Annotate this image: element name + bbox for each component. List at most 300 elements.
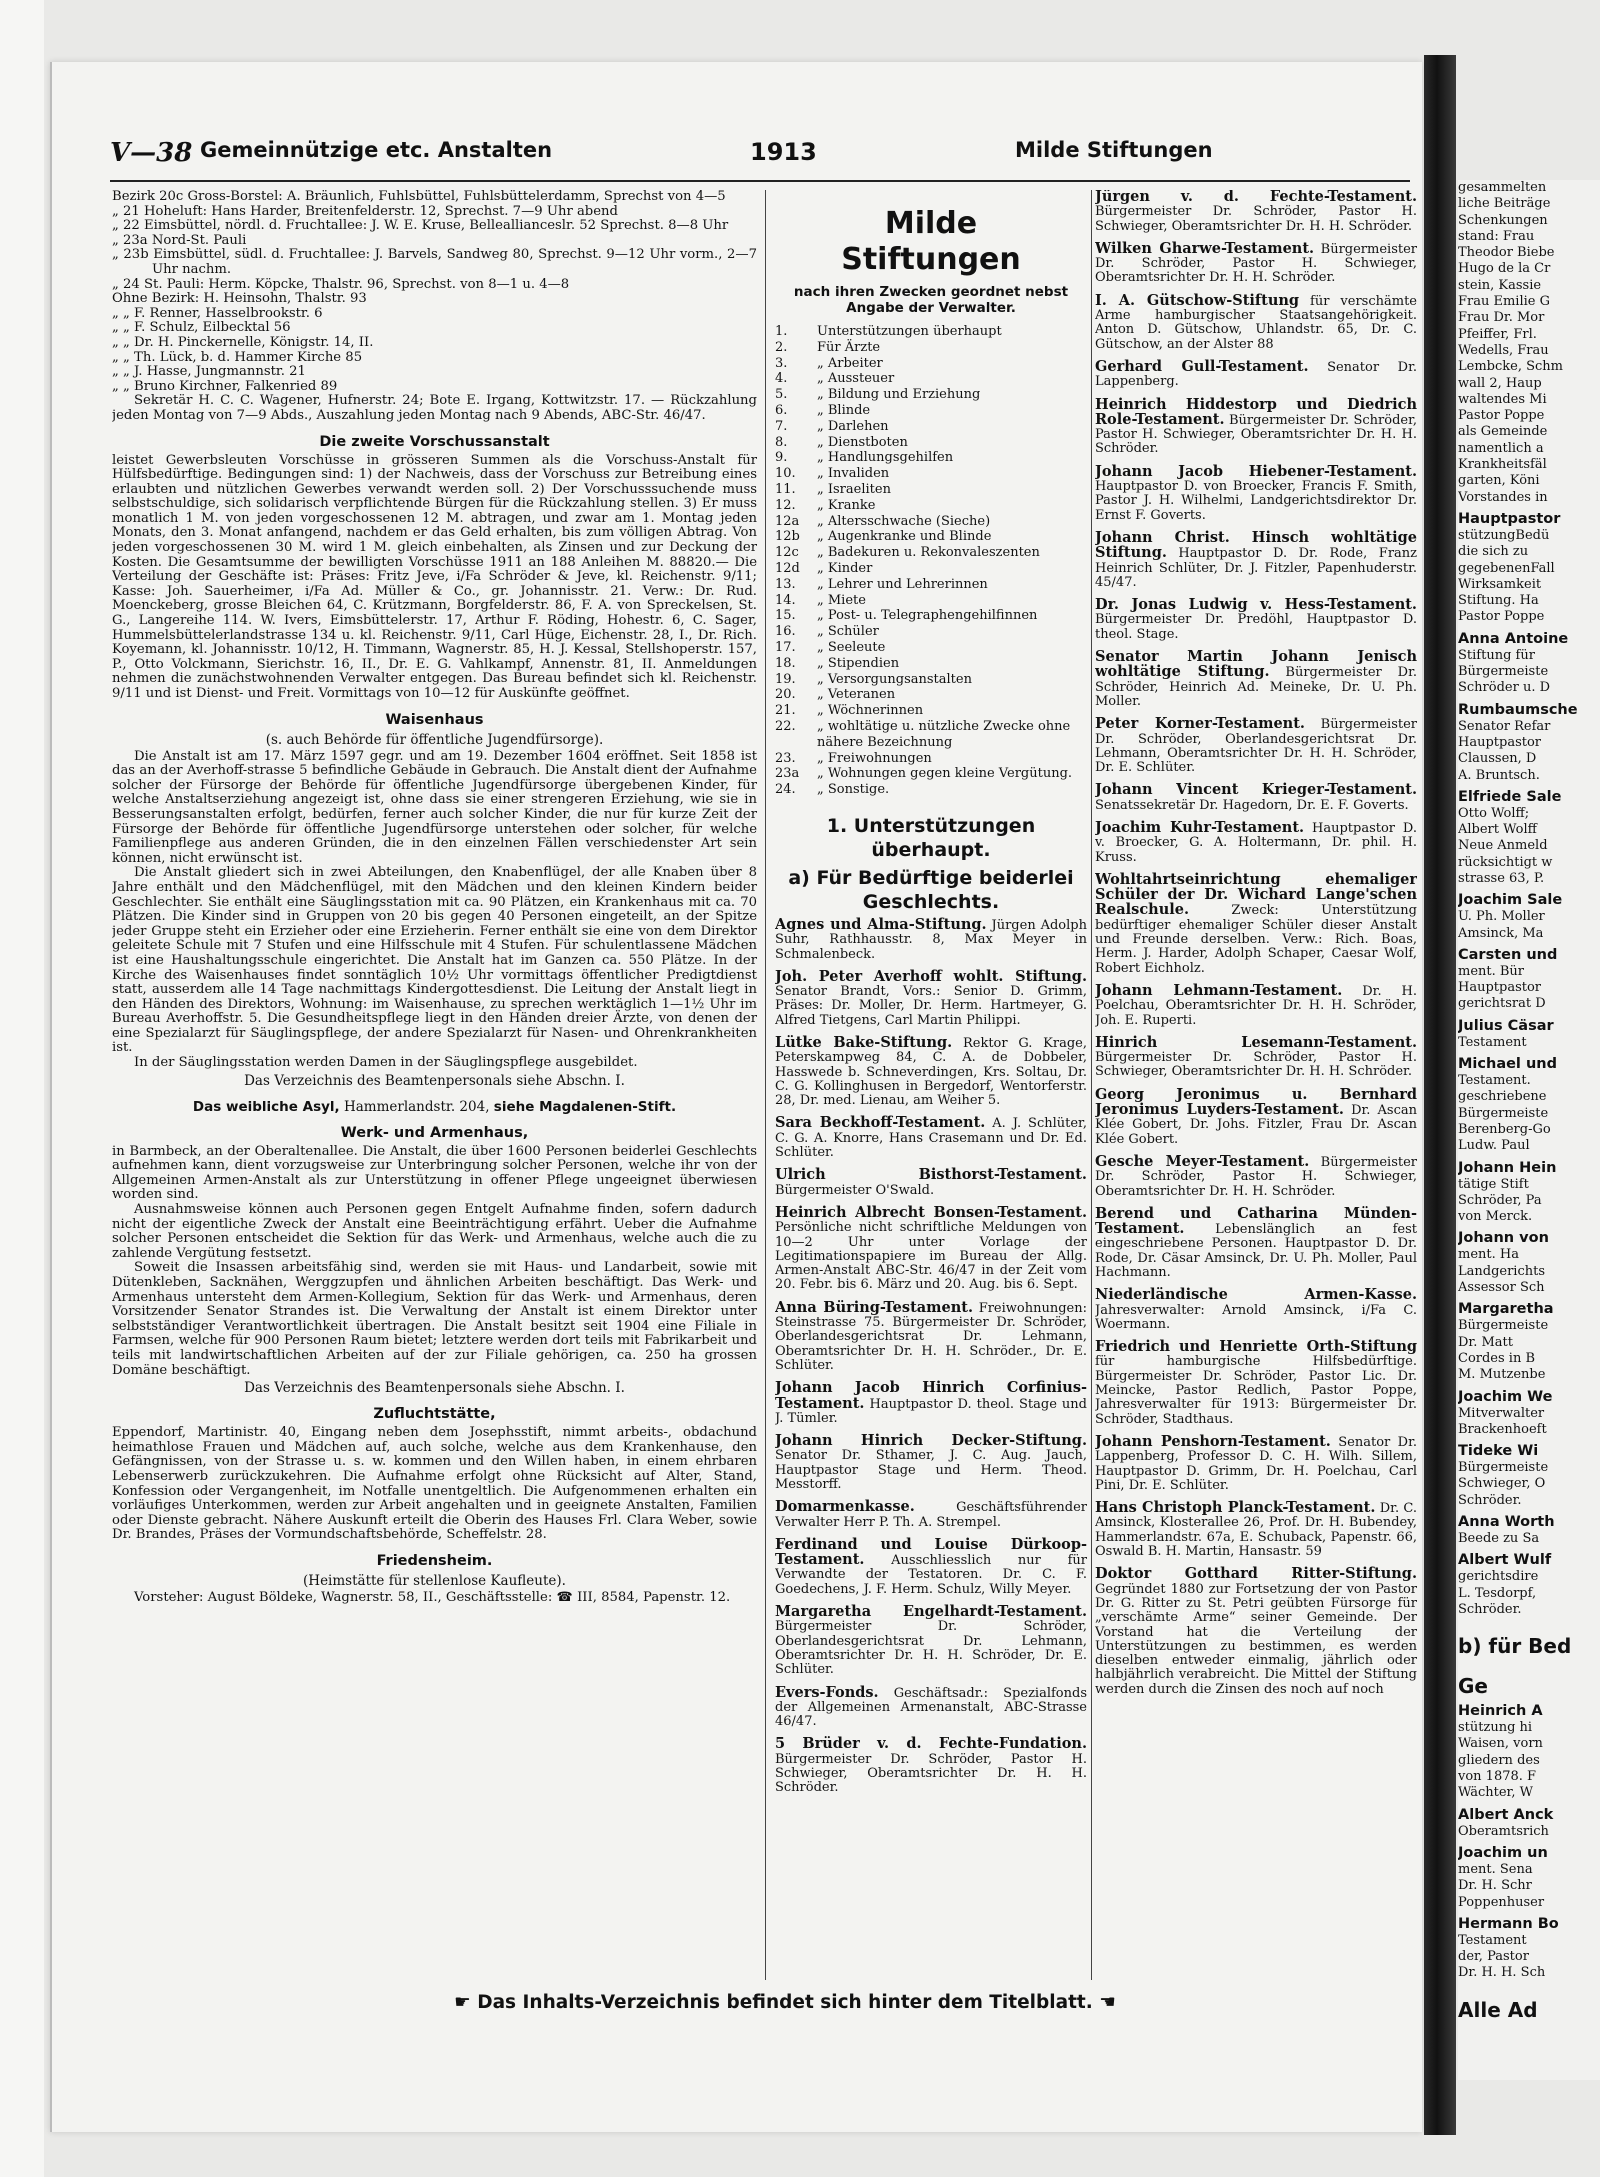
category-item [775,561,1087,577]
fragment-line: A. Bruntsch. [1458,767,1540,783]
category-label: „ Darlehen [817,418,889,434]
fragment-line: gerichtsrat D [1458,996,1546,1012]
foundation-name: Friedrich und Henriette Orth-Stiftung [1095,1338,1417,1356]
foundation-details: Dr. Ascan Klée Gobert, Dr. Johs. Fitzler, Frau Dr. Ascan Klée Gobert. [1095,1103,1417,1147]
foundation-entry [1095,1340,1417,1427]
foundation-name: Dr. Jonas Ludwig v. Hess-Testament. [1095,596,1417,614]
foundation-details: Lebenslänglich an fest eingeschriebene Personen. Hauptpastor D. Dr. Rode, Dr. Cäsar Amsinck, Dr. U. Ph. Moller, Paul Hachmann. [1095,1222,1417,1280]
fragment-line: Vorstandes in [1458,489,1548,505]
foundation-entry [1095,1033,1417,1080]
foundation-entry [1095,291,1417,352]
category-number: 12c [775,545,799,561]
friedensheim-subtitle: (Heimstätte für stellenlose Kaufleute). [303,1572,566,1589]
fragment-line: Theodor Biebe [1458,245,1555,261]
category-label: „ Aussteuer [817,371,895,387]
category-item [775,766,1087,782]
header-right-title: Milde Stiftungen [1015,138,1213,162]
category-item [775,640,1087,656]
fragment-line: Stiftung. Ha [1458,593,1539,609]
foundation-details: Jürgen Adolph Suhr, Rathhausstr. 8, Max Meyer in Schmalenbeck. [775,917,1087,962]
foundation-name: Joh. Peter Averhoff wohlt. Stiftung. [775,967,1087,985]
fragment-line: Poppenhuser [1458,1894,1545,1910]
sekretaer-note: Sekretär H. C. C. Wagener, Hufnerstr. 24; Bote E. Irgang, Kottwitzstr. 17. — Rückzahlung jeden Montag von 7—9 Abds., Auszahlung jeden Montag nach 9 Abends, ABC-Str. 46/47. [112,393,757,423]
fragment-line: ment. Sena [1458,1861,1533,1877]
foundation-details: Gegründet 1880 zur Fortsetzung der von Pastor Dr. G. Ritter zu St. Petri geübten Fürsorge für „verschämte Arme“ seiner Gemeinde. Der Vorstand hat die Verteilung der Unterstützungen zu bestimmen, es werden dieselben entweder einmalig, jährlich oder halbjährlich verabreicht. Die Mittel der Stiftung werden durch die Zinsen des noch auf noch [1095,1581,1417,1697]
fragment-line: rücksichtigt w [1458,854,1553,870]
friedensheim-heading: Friedensheim. [376,1552,493,1569]
zuflucht-heading: Zufluchtstätte, [373,1406,496,1423]
foundation-list [775,915,1087,1796]
category-label: „ Schüler [817,624,879,640]
fragment-heading: Anna Antoine [1458,630,1569,647]
foundation-entry [1095,395,1417,457]
foundation-details: Bürgermeister Dr. Schröder, Pastor H. Schwieger, Oberamtsrichter Dr. H. H. Schröder. [1095,241,1417,286]
fragment-line: Otto Wolff; [1458,805,1530,821]
fragment-heading: Julius Cäsar [1458,1017,1554,1034]
fragment-line: Landgerichts [1458,1263,1546,1279]
fragment-line: Berenberg-Go [1458,1121,1551,1137]
fragment-line: Testament [1458,1034,1527,1050]
foundation-entry [1095,1204,1417,1280]
category-label: „ Wohnungen gegen kleine Vergütung. [817,766,1073,782]
fragment-line: Dr. Matt [1458,1334,1513,1350]
friedensheim-text: Vorsteher: August Böldeke, Wagnerstr. 58, II., Geschäftsstelle: ☎ III, 8584, Papenstr. 12. [134,1589,731,1605]
fragment-heading: Joachim un [1458,1844,1548,1861]
fragment-line: gesammelten [1458,180,1547,195]
foundation-details: Dr. H. Poelchau, Oberamtsrichter Dr. H. H. Schröder, Joh. E. Ruperti. [1095,983,1417,1028]
bezirk-entry: Ohne Bezirk: H. Heinsohn, Thalstr. 93 [112,291,367,307]
scan-margin [0,0,44,2177]
foundation-entry [775,1168,1087,1198]
category-label: „ Handlungsgehilfen [817,450,954,466]
foundation-name: Johann Vincent Krieger-Testament. [1095,781,1417,799]
foundation-entry [1095,1501,1417,1559]
category-number: 2. [775,339,788,355]
fragment-line: wall 2, Haup [1458,375,1542,391]
foundation-name: Berend und Catharina Münden-Testament. [1095,1204,1417,1238]
fragment-line: Albert Wolff [1458,822,1537,838]
fragment-line: Schröder, Pa [1458,1192,1542,1208]
category-item [775,435,1087,451]
fragment-line: Frau Emilie G [1458,294,1550,310]
fragment-heading: Carsten und [1458,946,1558,963]
category-label: „ Kranke [817,497,876,513]
fragment-line: Hugo de la Cr [1458,261,1551,277]
asyl-address: Hammerlandstr. 204, [339,1098,494,1115]
foundation-entry [775,1033,1087,1109]
fragment-line: Lembcke, Schm [1458,359,1563,375]
bezirk-entry: „ „ Bruno Kirchner, Falkenried 89 [112,378,338,394]
foundation-entry [775,915,1087,962]
category-label: „ Veteranen [817,687,896,703]
fragment-line: geschriebene [1458,1089,1547,1105]
page-number: V—38 [110,138,193,168]
category-label: „ Blinde [817,402,871,418]
fragment-line: Schröder. [1458,1492,1522,1508]
fragment-line: Krankheitsfäl [1458,457,1547,473]
fragment-line: Assessor Sch [1458,1280,1545,1296]
category-label: „ Altersschwache (Sieche) [817,513,991,529]
fragment-line: Dr. H. Schr [1458,1878,1532,1894]
fragment-line: Pfeiffer, Frl. [1458,326,1537,342]
category-item [775,466,1087,482]
section-1a-heading: a) Für Bedürftige beiderlei Geschlechts. [788,866,1074,913]
running-header [110,138,1213,172]
fragment-heading: Hermann Bo [1458,1915,1559,1932]
foundation-entry [775,1381,1087,1426]
category-label: „ Invaliden [817,466,890,482]
werkhaus-heading: Werk- und Armenhaus, [340,1124,529,1141]
fragment-heading: Albert Wulf [1458,1552,1552,1569]
category-label: „ wohltätige u. nützliche Zwecke ohne nähere Bezeichnung [817,718,1071,750]
category-label: „ Seeleute [817,639,886,655]
category-number: 8. [775,434,788,450]
foundation-entry [775,1535,1087,1597]
category-item [775,450,1087,466]
fragment-line: strasse 63, P. [1458,870,1545,886]
category-number: 5. [775,387,788,403]
foundation-details: Bürgermeister Dr. Schröder, Pastor H. Schwieger, Oberamtsrichter Dr. H. H. Schröder. [1095,412,1417,457]
fragment-line: Amsinck, Ma [1458,925,1544,941]
foundation-entry [1095,1567,1417,1697]
bezirk-entry: Bezirk 20c Gross-Borstel: A. Bräunlich, Fuhlsbüttel, Fuhlsbüttelerdamm, Sprechst von 4—5 [112,190,726,204]
foundation-name: Evers-Fonds. [775,1683,879,1701]
category-label: Für Ärzte [817,339,881,355]
foundation-entry [1095,357,1417,390]
category-label: Unterstützungen überhaupt [817,324,1002,339]
category-number: 12a [775,513,800,529]
foundation-name: Heinrich Hiddestorp und Diedrich Role-Testament. [1095,395,1417,428]
category-label: „ Bildung und Erziehung [817,387,981,403]
foundation-details: für verschämte Arme hamburgischer Staatsangehörigkeit. Anton D. Gütschow, Uhlandstr. 65, Dr. C. Gütschow, an der Alster 88 [1095,293,1417,352]
category-item [775,387,1087,403]
category-label: „ Wöchnerinnen [817,703,924,719]
foundation-name: Johann Jacob Hinrich Corfinius-Testament. [775,1379,1087,1412]
section-subtitle: nach ihren Zwecken geordnet nebst Angabe der Verwalter. [793,284,1069,316]
category-item [775,529,1087,545]
foundation-details: Bürgermeister Dr. Schröder, Heinrich Ad. Meineke, Dr. U. Ph. Moller. [1095,665,1417,709]
verzeichnis-note: Das Verzeichnis des Beamtenpersonals siehe Abschn. I. [244,1380,625,1397]
foundation-entry [775,1116,1087,1160]
fragment-subsection: Ge [1458,1674,1488,1699]
foundation-entry [1095,1152,1417,1199]
category-number: 14. [775,592,796,608]
foundation-name: Johann Penshorn-Testament. [1095,1432,1331,1450]
adjacent-page-fragment [1458,180,1600,2080]
category-item [775,703,1087,719]
waisenhaus-para-2: Die Anstalt gliedert sich in zwei Abteilungen, den Knabenflügel, der alle Knaben über 8 Jahre enthält und den Mädchenflügel, mit den Mädchen und den kleinen Kindern beider Geschlechter. Sie enthält eine Säuglingsstation mit ca. 90 Plätzen, ein Krankenhaus mit ca. 70 Plätzen. Die Kinder sind in Gruppen von 20 bis gegen 40 Personen eingeteilt, an der Spitze jeder Gruppe steht ein Erzieher oder eine Erzieherin. Ferner enthält sie eine von dem Direktor geleitete Schule mit 7 Stufen und eine Hilfsschule mit 4 Stufen. Für schulentlassene Mädchen ist eine Haushaltungsschule eingerichtet. Die Anstalt hat im Ganzen ca. 550 Plätze. In der Kirche des Waisenhauses findet sonntäglich 10½ Uhr vormittags öffentlicher Predigtdienst statt, ausserdem alle 14 Tage nachmittags Kindergottesdienst. Die Leitung der Anstalt liegt in den Händen des Direktors, Wohnung: im Waisenhause, zu sprechen werktäglich 1—1½ Uhr im Bureau Averhoffstr. 5. Die Gesundheitspflege liegt in den Händen dreier Ärzte, von denen der eine Spezialarzt für Säuglingspflege, der andere Spezialarzt für Nasen- und Ohrenkrankheiten ist. [112,865,757,1056]
foundation-entry [1095,462,1417,523]
category-number: 3. [775,355,788,371]
foundation-name: Peter Korner-Testament. [1095,715,1305,733]
foundation-name: Anna Büring-Testament. [775,1298,974,1316]
category-number: 9. [775,450,788,466]
foundation-details: Bürgermeister Dr. Schröder, Pastor H. Schwieger, Oberamtsrichter Dr. H. H. Schröder. [775,1751,1087,1796]
fragment-heading: Rumbaumsche [1458,701,1578,718]
category-item [775,356,1087,372]
fragment-heading: Anna Worth [1458,1514,1555,1530]
fragment-line: der, Pastor [1458,1949,1529,1965]
fragment-heading: Joachim Sale [1458,892,1563,909]
foundation-entry [775,1203,1087,1293]
foundation-name: Johann Christ. Hinsch wohltätige Stiftung. [1095,528,1417,562]
fragment-line: Schwieger, O [1458,1476,1546,1492]
category-item [775,419,1087,435]
foundation-name: I. A. Gütschow-Stiftung [1095,291,1300,309]
fragment-line: Claussen, D [1458,751,1537,767]
foundation-name: Lütke Bake-Stiftung. [775,1033,953,1051]
foundation-details: Freiwohnungen: Steinstrasse 75. Bürgermeister Dr. Schröder, Oberlandesgerichtsrat Dr. Lehmann, Oberamtsrichter Dr. H. H. Schröder., Dr. E. Schlüter. [775,1300,1087,1373]
fragment-heading: Margaretha [1458,1301,1554,1318]
foundation-entry [1095,981,1417,1028]
fragment-line: stand: Frau [1458,228,1535,244]
foundation-entry [1095,239,1417,286]
foundation-entry [775,967,1087,1028]
foundation-name: Johann Lehmann-Testament. [1095,981,1343,999]
footer-text: Das Inhalts-Verzeichnis befindet sich hinter dem Titelblatt. [477,1992,1093,2013]
foundation-name: 5 Brüder v. d. Fechte-Fundation. [775,1735,1087,1753]
fragment-line: Senator Refar [1458,718,1551,734]
foundation-entry [775,1500,1087,1530]
bezirk-entry: „ „ Dr. H. Pinckernelle, Königstr. 14, II. [112,334,374,350]
fragment-line: Neue Anmeld [1458,838,1548,854]
fragment-line: namentlich a [1458,440,1544,456]
bezirk-entry: „ „ Th. Lück, b. d. Hammer Kirche 85 [112,349,363,365]
foundation-details: Senator Dr. Sthamer, J. C. Aug. Jauch, Hauptpastor Stage und Herm. Theod. Messtorff. [775,1448,1087,1492]
header-rule [110,180,1410,182]
fragment-line: Oberamtsrich [1458,1823,1549,1839]
foundation-name: Ulrich Bisthorst-Testament. [775,1166,1087,1184]
category-item [775,371,1087,387]
foundation-details: Dr. C. Amsinck, Klosterallee 26, Prof. Dr. H. Bubendey, Hammerlandstr. 67a, E. Schuback, Papenstr. 66, Oswald B. H. Martin, Hansastr. 59 [1095,1501,1417,1560]
category-item [775,403,1087,419]
bezirk-entry: „ 22 Eimsbüttel, nördl. d. Fruchtallee: J. W. E. Kruse, Belleallianceslr. 52 Sprechst. 8—8 Uhr [112,218,729,234]
foundation-name: Doktor Gotthard Ritter-Stiftung. [1095,1565,1417,1583]
category-number: 24. [775,782,796,798]
foundation-name: Joachim Kuhr-Testament. [1095,818,1305,836]
column-divider [1091,190,1092,1980]
fragment-line: Pastor Poppe [1458,609,1545,625]
category-label: „ Freiwohnungen [817,750,932,766]
foundation-details: Zweck: Unterstützung bedürftiger ehemaliger Schüler dieser Anstalt und Freunde derselben. Verw.: Rich. Boas, Herm. J. Harder, Adolph Schaper, Caesar Wolf, Robert Eichholz. [1095,903,1417,976]
fragment-line: Hauptpastor [1458,734,1542,750]
fragment-subsection: Alle Ad [1458,1997,1538,2022]
asyl-reference: siehe Magdalenen-Stift. [493,1098,677,1115]
category-label: „ Stipendien [817,655,900,671]
foundation-name: Heinrich Albrecht Bonsen-Testament. [775,1203,1087,1221]
category-label: „ Badekuren u. Rekonvaleszenten [817,545,1040,561]
bezirk-entry: „ 23a Nord-St. Pauli [112,232,247,248]
waisenhaus-para-3: In der Säuglingsstation werden Damen in der Säuglingspflege ausgebildet. [134,1055,638,1071]
category-number: 18. [775,655,796,671]
foundation-entry [1095,1432,1417,1493]
category-item [775,593,1087,609]
fragment-heading: Elfriede Sale [1458,788,1562,805]
category-number: 17. [775,639,796,655]
vorschuss-text: leistet Gewerbsleuten Vorschüsse in grösseren Summen als die Vorschuss-Anstalt für Hülfsbedürftige. Bedingungen sind: 1) der Nachweis, dass der Vorschuss zur Betreibung eines erlaubten und nützlichen Gewerbes verwandt werden soll. 2) Der Vorschusssuchende muss selbstschuldige, sich solidarisch verpflichtende Bürgen für die Rückzahlung stellen. 3) Er muss monatlich 1 M. von jeden vorgeschossenen 12 M. abtragen, und zwar am 1. Montag jeden Monats, den 3. Monat anfangend, nachdem er das Geld erhalten, bis zum völligen Abtrag. Von jeden vorgeschossenen 30 M. wird 1 M. gleich einbehalten, als Zinsen und zur Deckung der Kosten. Die Gesamtsumme der bewilligten Vorschüsse 1911 an 188 Anleihen M. 88820.— Die Verteilung der Geschäfte ist: Präses: Fritz Jeve, i/Fa Schröder & Jeve, kl. Reichenstr. 9/11; Kasse: Joh. Sauerheimer, i/Fa Ad. Müller & Co., gr. Johannisstr. 21. Verw.: Dr. Rud. Moenckeberg, grosse Bleichen 64, C. Krützmann, Borgfelderstr. 86, F. A. von Spreckelsen, St. G., Langereihe 114. W. Ivers, Eimsbüttelerstr. 17, Arthur F. Röding, Hohestr. 6, C. Sager, Hummelsbüttelerlandstrasse 134 u. kl. Reichenstr. 9/11, Carl Hüge, Eichenstr. 28, I., Dr. Rich. Koyemann, kl. Johannisstr. 10/12, H. Timmann, Wagnerstr. 85, H. J. Kessal, Stellshoperstr. 157, P., Otto Volckmann, Sierichstr. 16, II., Dr. E. G. Vahlkampf, Annenstr. 81, II. Anmeldungen nehmen die zunächstwohnenden Verwalter entgegen. Das Bureau befindet sich kl. Reichenstr. 9/11 und ist Dienst- und Freit. Vormittags von 10—12 für Auskünfte geöffnet. [112,452,757,701]
category-item [775,624,1087,640]
category-number: 19. [775,671,796,687]
fragment-heading: Johann von [1458,1230,1549,1247]
fragment-line: L. Tesdorpf, [1458,1585,1537,1601]
foundation-entry [1095,1085,1417,1147]
foundation-name: Agnes und Alma-Stiftung. [775,915,987,933]
bezirk-list [112,190,757,394]
category-item [775,545,1087,561]
foundation-details: A. J. Schlüter, C. G. A. Knorre, Hans Crasemann und Dr. Ed. Schlüter. [775,1116,1087,1161]
column-middle [775,190,1087,1804]
fragment-heading: Tideke Wi [1458,1443,1539,1460]
foundation-entry [775,1434,1087,1492]
category-label: „ Israeliten [817,481,891,497]
foundation-name: Senator Martin Johann Jenisch wohltätige Stiftung. [1095,648,1417,681]
fragment-line: Testament. [1458,1073,1531,1089]
fragment-heading: Michael und [1458,1056,1557,1073]
column-divider [765,190,766,1980]
foundation-details: Bürgermeister Dr. Schröder, Oberlandesgerichtsrat Dr. Lehmann, Oberamtsrichter Dr. H. H. Schröder, Dr. E. Schlüter. [775,1619,1087,1678]
fragment-line: Wedells, Frau [1458,342,1549,358]
column-left [112,190,757,1606]
category-label: „ Arbeiter [817,355,883,371]
category-item [775,482,1087,498]
category-number: 12. [775,497,796,513]
category-number: 13. [775,576,796,592]
category-number: 12b [775,529,800,545]
asyl-title: Das weibliche Asyl, [192,1098,340,1115]
verzeichnis-note: Das Verzeichnis des Beamtenpersonals siehe Abschn. I. [244,1072,625,1089]
foundation-details: Persönliche nicht schriftliche Meldungen von 10—2 Uhr unter Vorlage der Legitimationspapiere im Bureau der Allg. Armen-Anstalt ABC-Str. 46/47 in der Zeit vom 20. Febr. bis 6. März und 20. Aug. bis 6. Sept. [775,1220,1087,1293]
fragment-line: Wächter, W [1458,1785,1533,1801]
fragment-line: garten, Köni [1458,473,1540,489]
fragment-line: Stiftung für [1458,647,1535,663]
fragment-line: Brackenhoeft [1458,1421,1547,1437]
foundation-details: Hauptpastor D. Dr. Rode, Franz Heinrich Schlüter, Dr. J. Fitzler, Papenhuderstr. 45/47. [1095,546,1417,590]
foundation-details: Hauptpastor D. theol. Stage und J. Tümler. [775,1396,1087,1426]
fragment-line: als Gemeinde [1458,424,1548,440]
fragment-line: liche Beiträge [1458,196,1551,212]
foundation-name: Gerhard Gull-Testament. [1095,357,1309,375]
fragment-line: Schröder. [1458,1601,1522,1617]
fragment-line: Beede zu Sa [1458,1531,1540,1546]
category-item [775,498,1087,514]
fragment-line: stützungBedü [1458,527,1550,543]
fragment-line: Bürgermeiste [1458,1460,1549,1476]
bezirk-entry: „ „ J. Hasse, Jungmannstr. 21 [112,364,306,380]
foundation-name: Johann Jacob Hiebener-Testament. [1095,462,1417,480]
waisenhaus-heading: Waisenhaus [385,711,484,728]
fragment-line: ment. Ha [1458,1247,1519,1263]
category-label: „ Sonstige. [817,782,890,798]
foundation-name: Johann Hinrich Decker-Stiftung. [775,1432,1087,1450]
fragment-line: gegebenenFall [1458,560,1555,576]
category-item [775,719,1087,751]
category-item [775,687,1087,703]
category-label: „ Post- u. Telegraphengehilfinnen [817,608,1038,624]
category-number: 1. [775,324,788,339]
foundation-details: Senator Dr. Lappenberg, Professor D. C. H. Wilh. Sillem, Hauptpastor D. Grimm, Dr. H. Poelchau, Carl Pini, Dr. E. Schlüter. [1095,1434,1417,1493]
category-number: 23. [775,750,796,766]
fragment-line: von 1878. F [1458,1769,1537,1785]
fragment-heading: Joachim We [1458,1388,1553,1405]
foundation-entry [1095,870,1417,976]
fragment-line: tätige Stift [1458,1176,1529,1192]
foundation-name: Ferdinand und Louise Dürkoop-Testament. [775,1535,1087,1569]
fragment-line: Testament [1458,1932,1527,1948]
fragment-heading: Johann Hein [1458,1159,1557,1176]
foundation-name: Sara Beckhoff-Testament. [775,1114,986,1132]
foundation-details: Jahresverwalter: Arnold Amsinck, i/Fa C. Woermann. [1095,1302,1417,1332]
werkhaus-para-2: Ausnahmsweise können auch Personen gegen Entgelt Aufnahme finden, sofern dadurch nicht der eigentliche Zweck der Anstalt eine Beeinträchtigung erfährt. Ueber die Aufnahme solcher Personen entscheidet die Sektion für das Werk- und Armenhaus, welche auch die zu zahlende Vergütung festsetzt. [112,1202,757,1261]
fragment-line: Dr. H. H. Sch [1458,1965,1546,1981]
book-gutter [1424,55,1456,2135]
section-title-line-2: Stiftungen [841,242,1021,277]
zuflucht-text: Eppendorf, Martinistr. 40, Eingang neben dem Josephsstift, nimmt arbeits-, obdachund heimathlose Frauen und Mädchen auf, auch solche, welche aus dem Krankenhause, den Gefängnissen, von der Strasse u. s. w. kommen und den Willen haben, in einem ehrbaren Lebenserwerb zurückzukehren. Die Aufnahme erfolgt ohne Rücksicht auf Alter, Stand, Konfession oder Vergangenheit, im Notfalle unentgeltlich. Die Aufgenommenen erhalten ein vorläufiges Unterkommen, werden zur Arbeit angehalten und in geeignete Anstalten, Familien oder Dienste gebracht. Nähere Auskunft erteilt die Oberin des Hauses Frl. Clara Weber, sowie Dr. Brandes, Präses der Vormundschaftsbehörde, Scheffelstr. 28. [112,1425,757,1543]
category-number: 6. [775,402,788,418]
foundation-details: Hauptpastor D. von Broecker, Francis F. Smith, Pastor J. H. Wilhelmi, Landgerichtsdirektor Dr. Ernst F. Goverts. [1095,479,1417,523]
fragment-line: stützung hi [1458,1720,1533,1736]
foundation-entry [1095,717,1417,775]
category-label: „ Kinder [817,560,873,576]
fragment-heading: Albert Anck [1458,1806,1554,1823]
adjacent-page-text [1458,180,1600,2022]
asyl-line [112,1099,757,1115]
fragment-line: Mitverwalter [1458,1405,1545,1421]
fragment-line: Ludw. Paul [1458,1138,1530,1154]
foundation-details: Geschäftsführender Verwalter Herr P. Th. A. Strempel. [775,1500,1087,1530]
index-note-footer [355,1992,1215,2013]
category-number: 12d [775,560,800,576]
waisenhaus-subtitle: (s. auch Behörde für öffentliche Jugendfürsorge). [265,731,604,748]
fragment-line: gerichtsdire [1458,1569,1539,1585]
foundation-details: für hamburgische Hilfsbedürftige. Bürgermeister Dr. Schröder, Pastor Lic. Dr. Meincke, Pastor Redlich, Pastor Poppe, Jahresverwalter für 1913: Bürgermeister Dr. Schröder, Stadthaus. [1095,1354,1417,1427]
foundation-name: Hinrich Lesemann-Testament. [1095,1033,1417,1051]
fragment-subsection: b) für Bed [1458,1634,1572,1659]
fragment-line: ment. Bür [1458,963,1525,979]
category-number: 20. [775,687,796,703]
foundation-name: Niederländische Armen-Kasse. [1095,1286,1417,1304]
fragment-line: von Merck. [1458,1209,1533,1225]
category-number: 21. [775,703,796,719]
foundation-name: Domarmenkasse. [775,1498,915,1516]
foundation-details: Senator Brandt, Vors.: Senior D. Grimm, Präses: Dr. Moller, Dr. Herm. Hartmeyer, G. Alfred Tietgens, Carl Martin Philippi. [775,984,1087,1028]
foundation-name: Jürgen v. d. Fechte-Testament. [1095,190,1417,205]
fragment-heading: Heinrich A [1458,1703,1543,1720]
pointing-hand-icon: ☚ [1099,1992,1116,2013]
section-1-heading: 1. Unterstützungen überhaupt. [826,814,1036,861]
category-item [775,608,1087,624]
section-title-line-1: Milde [884,206,978,241]
category-number: 22. [775,718,796,734]
foundation-details: Bürgermeister Dr. Schröder, Oberlandesgerichtsrat Dr. Lehmann, Oberamtsrichter Dr. H. H. Schröder, Dr. E. Schlüter. [1095,717,1417,776]
waisenhaus-para-1: Die Anstalt ist am 17. März 1597 gegr. und am 19. Dezember 1604 eröffnet. Seit 1858 ist das an der Averhoff-strasse 5 befindliche Gebäude in Gebrauch. Die Anstalt dient der Aufnahme solcher der Fürsorge der Behörde für öffentliche Jugendfürsorge übergebenen Kinder, für welche Anstaltserziehung angezeigt ist, ohne dass sie einer strengeren Erziehung, wie sie in Besserungsanstalten erfolgt, bedürfen, ferner auch solcher Kinder, die nur für kurze Zeit der Fürsorge der Behörde für öffentliche Jugendfürsorge unterstehen oder solcher, für welche Familienpflege aus anderen Gründen, die in den einzelnen Fällen verschiedenster Art sein können, nicht erwünscht ist. [112,748,757,866]
foundation-entry [775,1683,1087,1730]
foundation-details: Senatssekretär Dr. Hagedorn, Dr. E. F. Goverts. [1095,797,1409,813]
category-number: 16. [775,624,796,640]
fragment-line: waltendes Mi [1458,391,1547,407]
header-left-title: Gemeinnützige etc. Anstalten [200,138,553,162]
fragment-line: Schröder u. D [1458,680,1551,696]
header-year: 1913 [750,138,817,166]
foundation-entry [1095,598,1417,642]
foundation-entry [1095,1288,1417,1332]
fragment-line: Bürgermeiste [1458,664,1549,680]
fragment-line: Wirksamkeit [1458,576,1542,592]
foundation-details: Bürgermeister O'Swald. [775,1182,935,1198]
foundation-details: Bürgermeister Dr. Schröder, Pastor H. Schwieger, Oberamtsrichter Dr. H. H. Schröder. [1095,1050,1417,1080]
foundation-details: Ausschliesslich nur für Verwandte der Testatoren. Dr. C. F. Goedechens, J. F. Herm. Schulz, Willy Meyer. [775,1553,1087,1597]
fragment-line: M. Mutzenbe [1458,1367,1546,1383]
werkhaus-para-3: Soweit die Insassen arbeitsfähig sind, werden sie mit Haus- und Landarbeit, sowie mit Dütenkleben, Sacknähen, Werggzupfen und ähnlichen Arbeiten beschäftigt. Das Werk- und Armenhaus untersteht dem Armen-Kollegium, Sektion für das Werk- und Armenhaus, deren Vorsitzender Senator Strandes ist. Die Verwaltung der Anstalt ist einem Direktor unter selbstständiger Verantwortlichkeit übertragen. Die Anstalt besitzt seit 1904 eine Filiale in Farmsen, welche für 900 Personen Raum bietet; letztere werden dort teils mit Fabrikarbeit und teils mit landwirtschaftlichen Arbeiten auf der zur Filiale gehörigen, ca. 250 ha grossen Domäne beschäftigt. [112,1260,757,1378]
